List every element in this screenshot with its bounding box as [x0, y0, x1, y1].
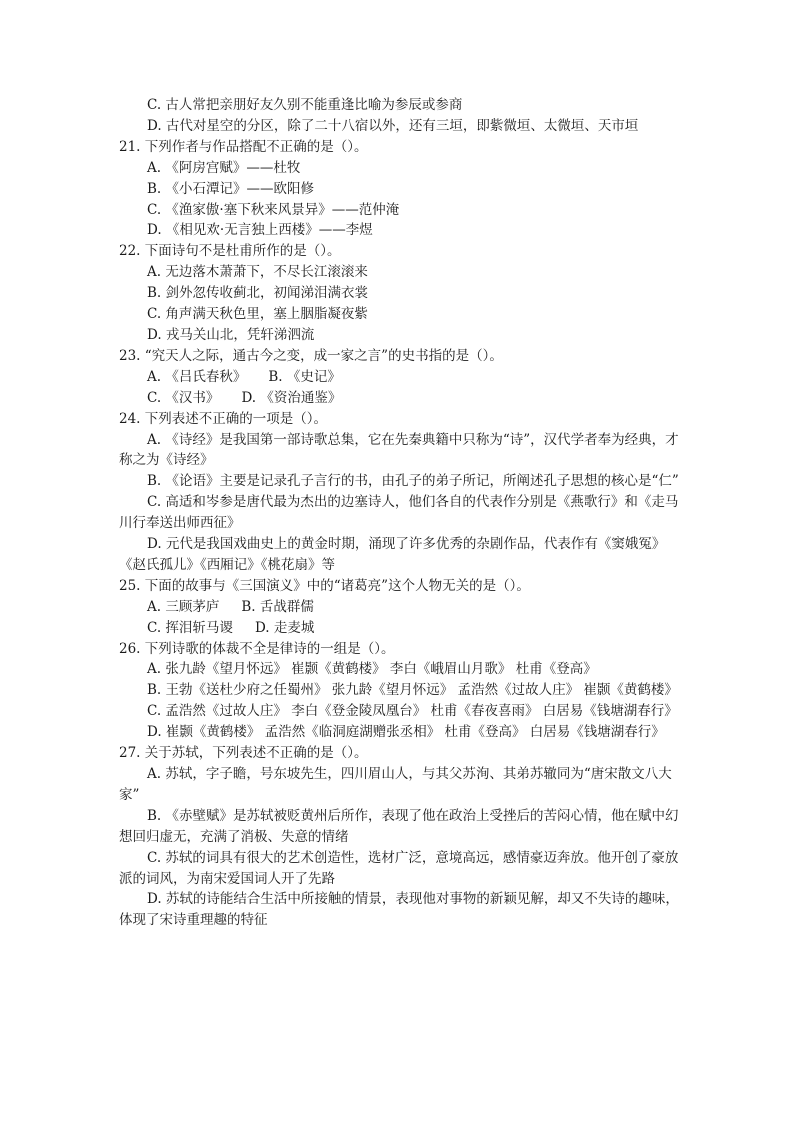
- option-line: C. 角声满天秋色里，塞上胭脂凝夜紫: [147, 306, 368, 323]
- option-c: C. 挥泪斩马谡: [147, 619, 233, 636]
- option-paragraph: C. 苏轼的词具有很大的艺术创造性，选材广泛，意境高远，感情豪迈奔放。他开创了豪放派的词风，为南宋爱国词人开了先路: [119, 849, 679, 887]
- option-line: C. 古人常把亲朋好友久别不能重逢比喻为参辰或参商: [147, 97, 463, 113]
- option-line: A. 张九龄《望月怀远》 崔颢《黄鹤楼》 李白《峨眉山月歌》 杜甫《登高》: [147, 661, 597, 678]
- document-page: [119, 95, 679, 931]
- option-line: D. 戎马关山北，凭轩涕泗流: [147, 326, 315, 343]
- option-paragraph: A. 《诗经》是我国第一部诗歌总集，它在先秦典籍中只称为“诗”，汉代学者奉为经典，才称之为《诗经》: [119, 431, 679, 469]
- question-line: 24. 下列表述不正确的一项是（）。: [119, 410, 328, 427]
- option-line: B. 《小石潭记》——欧阳修: [147, 180, 315, 197]
- option-paragraph: C. 孟浩然《过故人庄》 李白《登金陵凤凰台》 杜甫《春夜喜雨》 白居易《钱塘湖春行》: [147, 703, 678, 720]
- question-line: 27. 关于苏轼，下列表述不正确的是（）。: [119, 745, 368, 762]
- option-paragraph: B. 《论语》主要是记录孔子言行的书，由孔子的弟子所记，所阐述孔子思想的核心是“仁”: [147, 473, 679, 490]
- option-line: D. 《相见欢·无言独上西楼》——李煜: [147, 222, 373, 239]
- option-paragraph: B. 王勃《送杜少府之任蜀州》 张九龄《望月怀远》 孟浩然《过故人庄》 崔颢《黄鹤楼》: [147, 682, 678, 699]
- option-line: A. 《阿房宫赋》——杜牧: [147, 159, 301, 176]
- question-line: 23. “究天人之际，通古今之变，成一家之言”的史书指的是（）。: [119, 347, 503, 364]
- option-pair: [119, 388, 679, 409]
- question-line: 21. 下列作者与作品搭配不正确的是（）。: [119, 138, 368, 155]
- option-b: B. 舌战群儒: [241, 598, 314, 615]
- option-line: A. 无边落木萧萧下，不尽长江滚滚来: [147, 264, 368, 281]
- option-paragraph: A. 苏轼，字子瞻，号东坡先生，四川眉山人，与其父苏洵、其弟苏辙同为“唐宋散文八大家”: [119, 766, 672, 803]
- option-d: D. 走麦城: [254, 619, 315, 636]
- option-a: A. 《吕氏春秋》: [147, 368, 247, 385]
- option-b: B. 《史记》: [268, 368, 341, 385]
- option-paragraph: B. 《赤壁赋》是苏轼被贬黄州后所作，表现了他在政治上受挫后的苦闷心情，他在赋中幻想回归虚无，充满了消极、失意的情绪: [119, 807, 679, 845]
- option-paragraph: C. 高适和岑参是唐代最为杰出的边塞诗人，他们各自的代表作分别是《燕歌行》和《走马川行奉送出师西征》: [119, 494, 679, 532]
- option-d: D. 《资治通鉴》: [241, 389, 342, 406]
- option-line: C. 《渔家傲·塞下秋来风景异》——范仲淹: [147, 201, 400, 218]
- option-line: D. 古代对星空的分区，除了二十八宿以外，还有三垣，即紫微垣、太微垣、天市垣: [147, 117, 639, 134]
- option-pair: [119, 618, 679, 639]
- option-a: A. 三顾茅庐: [147, 598, 220, 615]
- option-pair: [119, 367, 679, 388]
- question-line: 26. 下列诗歌的体裁不全是律诗的一组是（）。: [119, 640, 395, 657]
- option-line: B. 剑外忽传收蓟北，初闻涕泪满衣裳: [147, 285, 369, 302]
- option-c: C. 《汉书》: [147, 389, 220, 406]
- option-paragraph: D. 元代是我国戏曲史上的黄金时期，涌现了许多优秀的杂剧作品，代表作有《窦娥冤》《赵氏孤儿》《西厢记》《桃花扇》等: [119, 536, 666, 573]
- option-paragraph: D. 苏轼的诗能结合生活中所接触的情景，表现他对事物的新颖见解，却又不失诗的趣味，体现了宋诗重理趣的特征: [119, 891, 679, 929]
- option-paragraph: D. 崔颢《黄鹤楼》 孟浩然《临洞庭湖赠张丞相》 杜甫《登高》 白居易《钱塘湖春行》: [147, 724, 665, 741]
- question-line: 25. 下面的故事与《三国演义》中的“诸葛亮”这个人物无关的是（）。: [119, 577, 530, 594]
- question-line: 22. 下面诗句不是杜甫所作的是（）。: [119, 243, 341, 260]
- option-pair: [119, 597, 679, 618]
